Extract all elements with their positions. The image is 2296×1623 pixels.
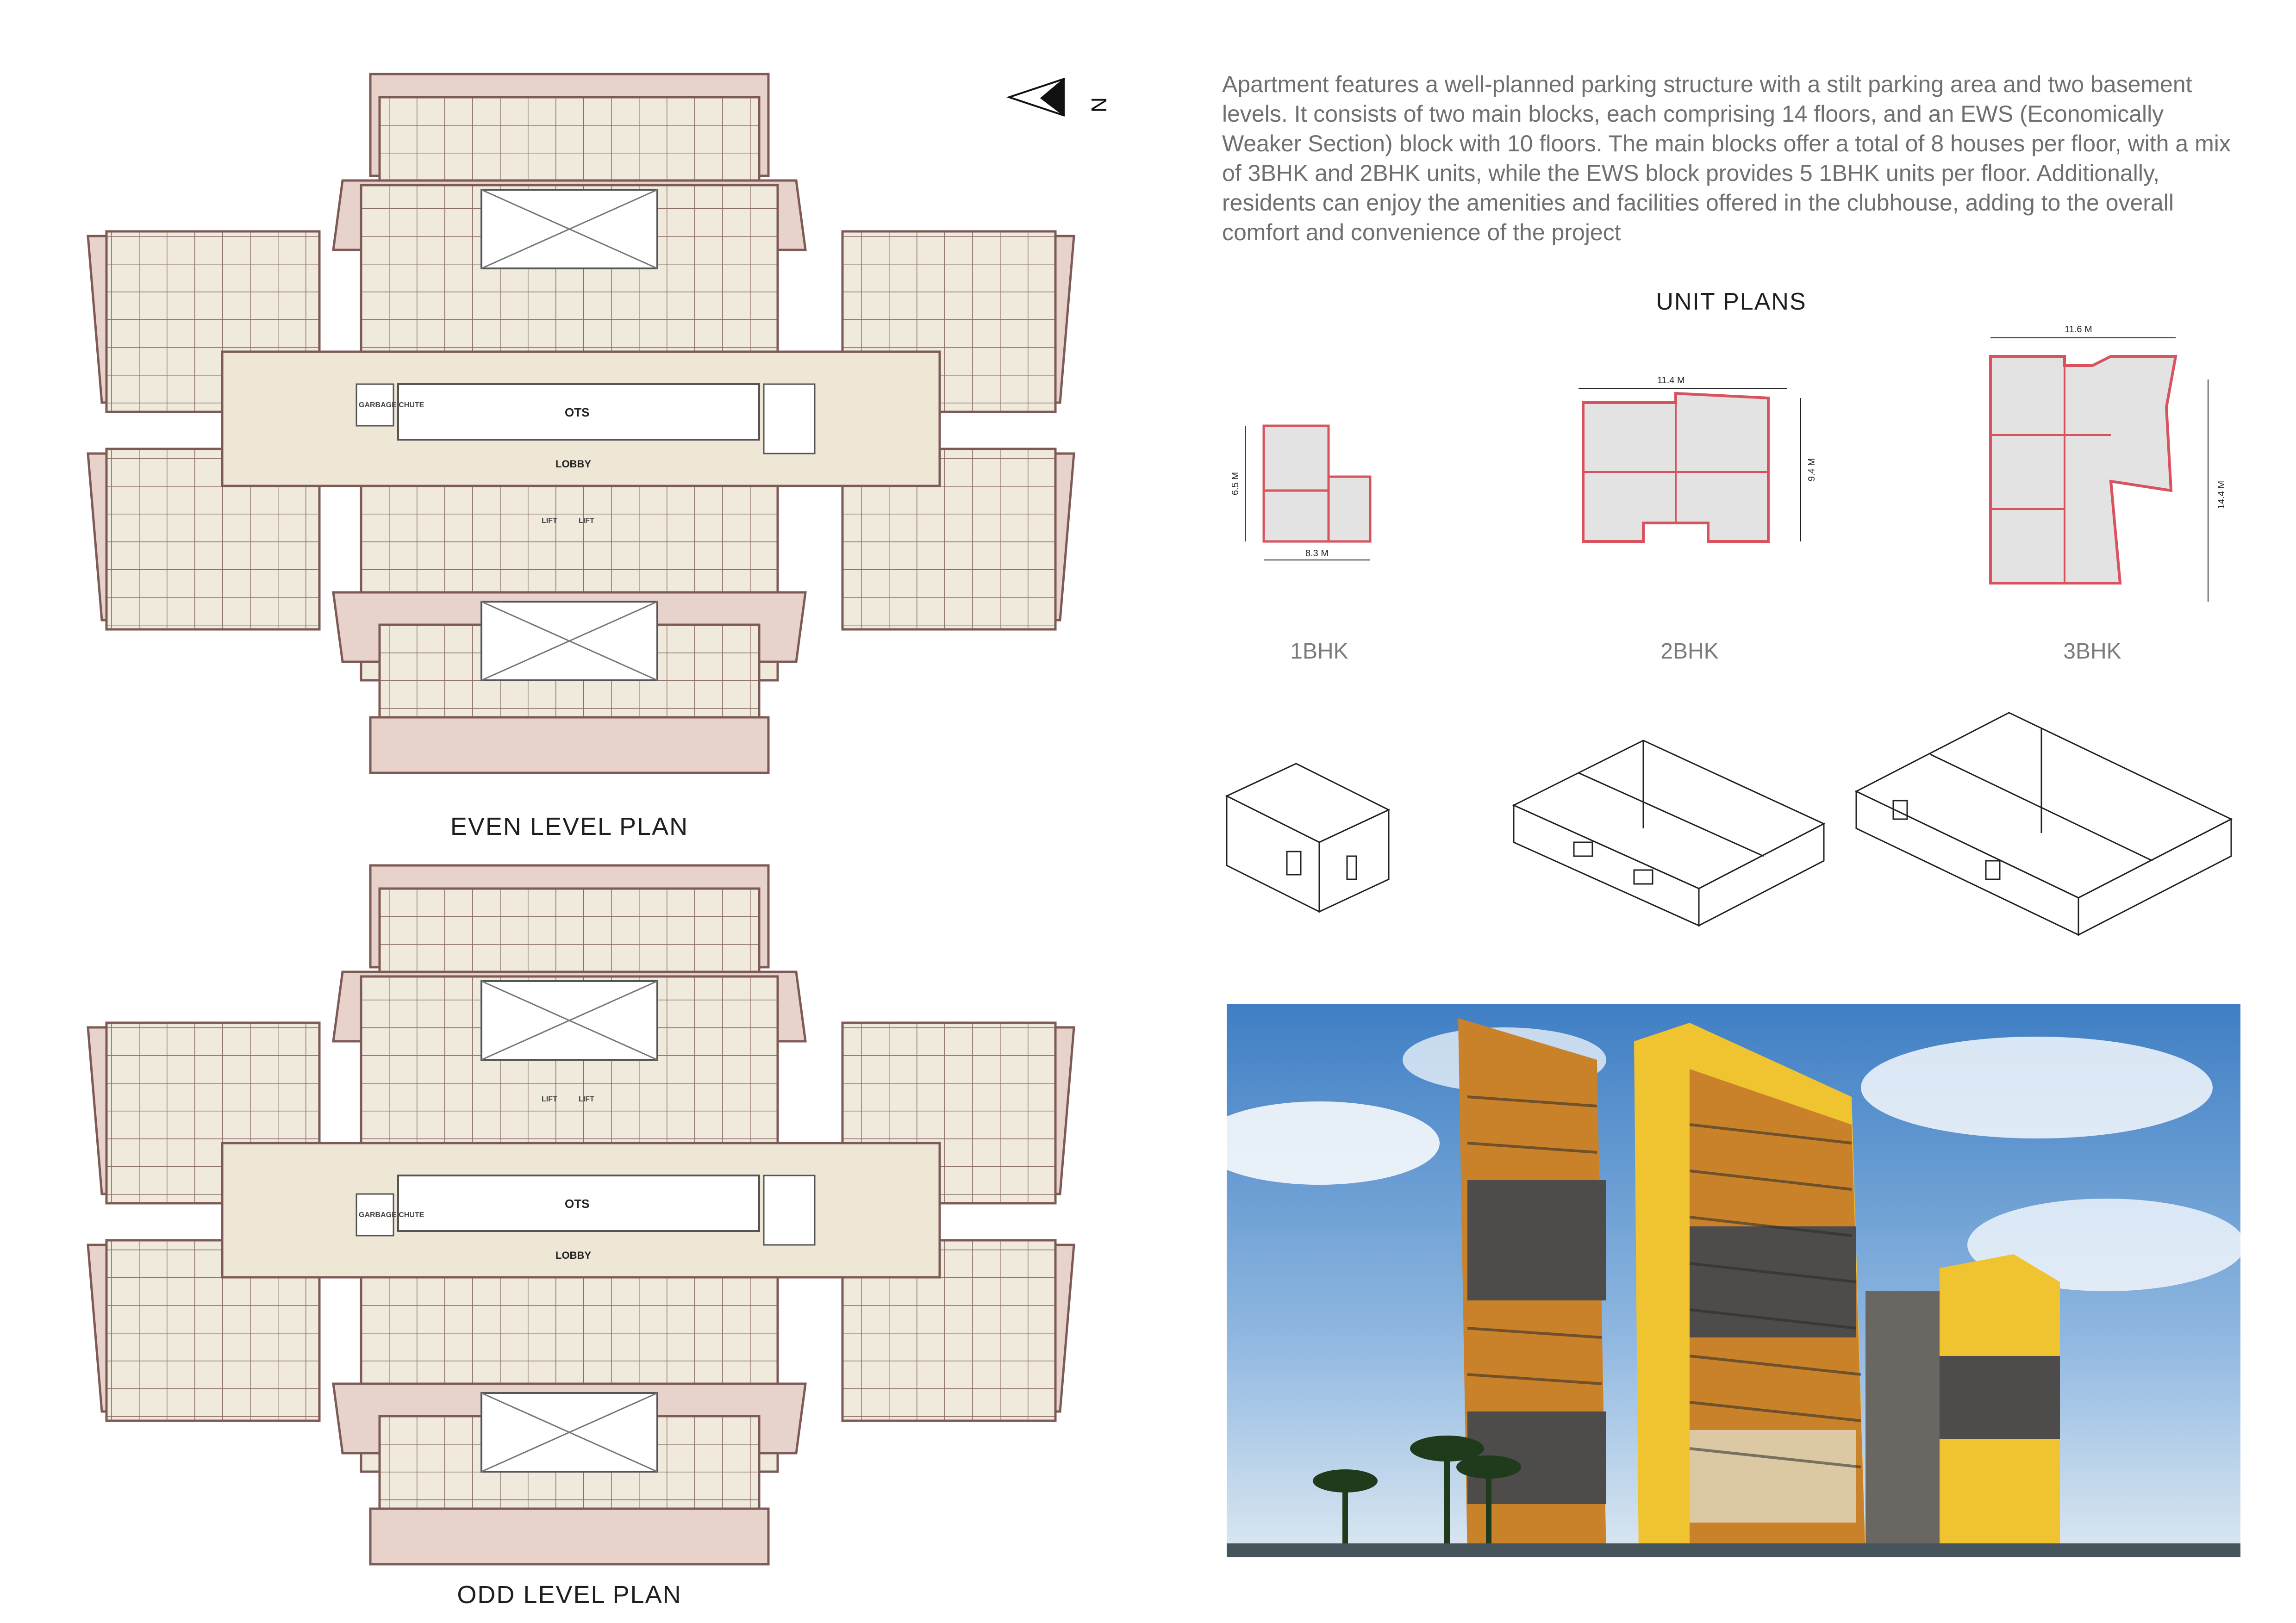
odd-garbage-label: GARBAGE CHUTE: [359, 1211, 424, 1219]
unit-3bhk-label: 3BHK: [2063, 639, 2121, 664]
even-level-caption: EVEN LEVEL PLAN: [450, 813, 689, 840]
isometric-1bhk: [1217, 727, 1412, 921]
unit-plan-3bhk: [1972, 315, 2240, 611]
odd-level-floor-plan: [83, 861, 1079, 1583]
even-level-floor-plan: [83, 69, 1079, 791]
unit-3bhk-height-dim: 14.4 M: [2216, 480, 2227, 509]
unit-plan-1bhk: [1222, 407, 1407, 574]
unit-3bhk-width-dim: 11.6 M: [2065, 324, 2092, 335]
even-lift-b-label: LIFT: [579, 517, 594, 525]
odd-ots-label: OTS: [565, 1197, 590, 1211]
building-rendering-image: [1227, 1004, 2240, 1557]
unit-1bhk-label: 1BHK: [1290, 639, 1348, 664]
bottom-wing: [333, 486, 805, 773]
unit-plans-title: UNIT PLANS: [1656, 288, 1807, 315]
unit-plan-2bhk: [1565, 366, 1824, 569]
even-ots-label: OTS: [565, 405, 590, 419]
unit-2bhk-width-dim: 11.4 M: [1657, 375, 1685, 386]
odd-lift-b-label: LIFT: [579, 1095, 594, 1103]
odd-lift-a-label: LIFT: [542, 1095, 557, 1103]
unit-1bhk-width-dim: 8.3 M: [1305, 548, 1329, 559]
even-lift-a-label: LIFT: [542, 517, 557, 525]
odd-level-caption: ODD LEVEL PLAN: [457, 1581, 682, 1609]
unit-1bhk-height-dim: 6.5 M: [1230, 472, 1241, 495]
project-description: Apartment features a well-planned parking structure with a stilt parking area and two basement levels. It consists of two main blocks, each comprising 14 floors, and an EWS (Economically Weaker Section) block with 10 floors. The main blocks offer a total of 8 houses per floor, with a mix of 3BHK and 2BHK units, while the EWS block provides 5 1BHK units per floor. Additionally, residents can enjoy the amenities and facilities offered in the clubhouse, adding to the overall comfort and convenience of the project: [1222, 71, 2231, 245]
isometric-2bhk: [1504, 703, 1838, 935]
building-rendering-svg: [1227, 1004, 2240, 1557]
unit-2bhk-label: 2BHK: [1660, 639, 1719, 664]
odd-lobby-label: LOBBY: [555, 1250, 591, 1261]
even-lobby-label: LOBBY: [555, 458, 591, 470]
even-garbage-label: GARBAGE CHUTE: [359, 401, 424, 409]
north-label: N: [1087, 97, 1111, 113]
isometric-3bhk: [1847, 685, 2240, 944]
bottom-wing: [333, 1277, 805, 1564]
unit-2bhk-height-dim: 9.4 M: [1807, 458, 1817, 481]
